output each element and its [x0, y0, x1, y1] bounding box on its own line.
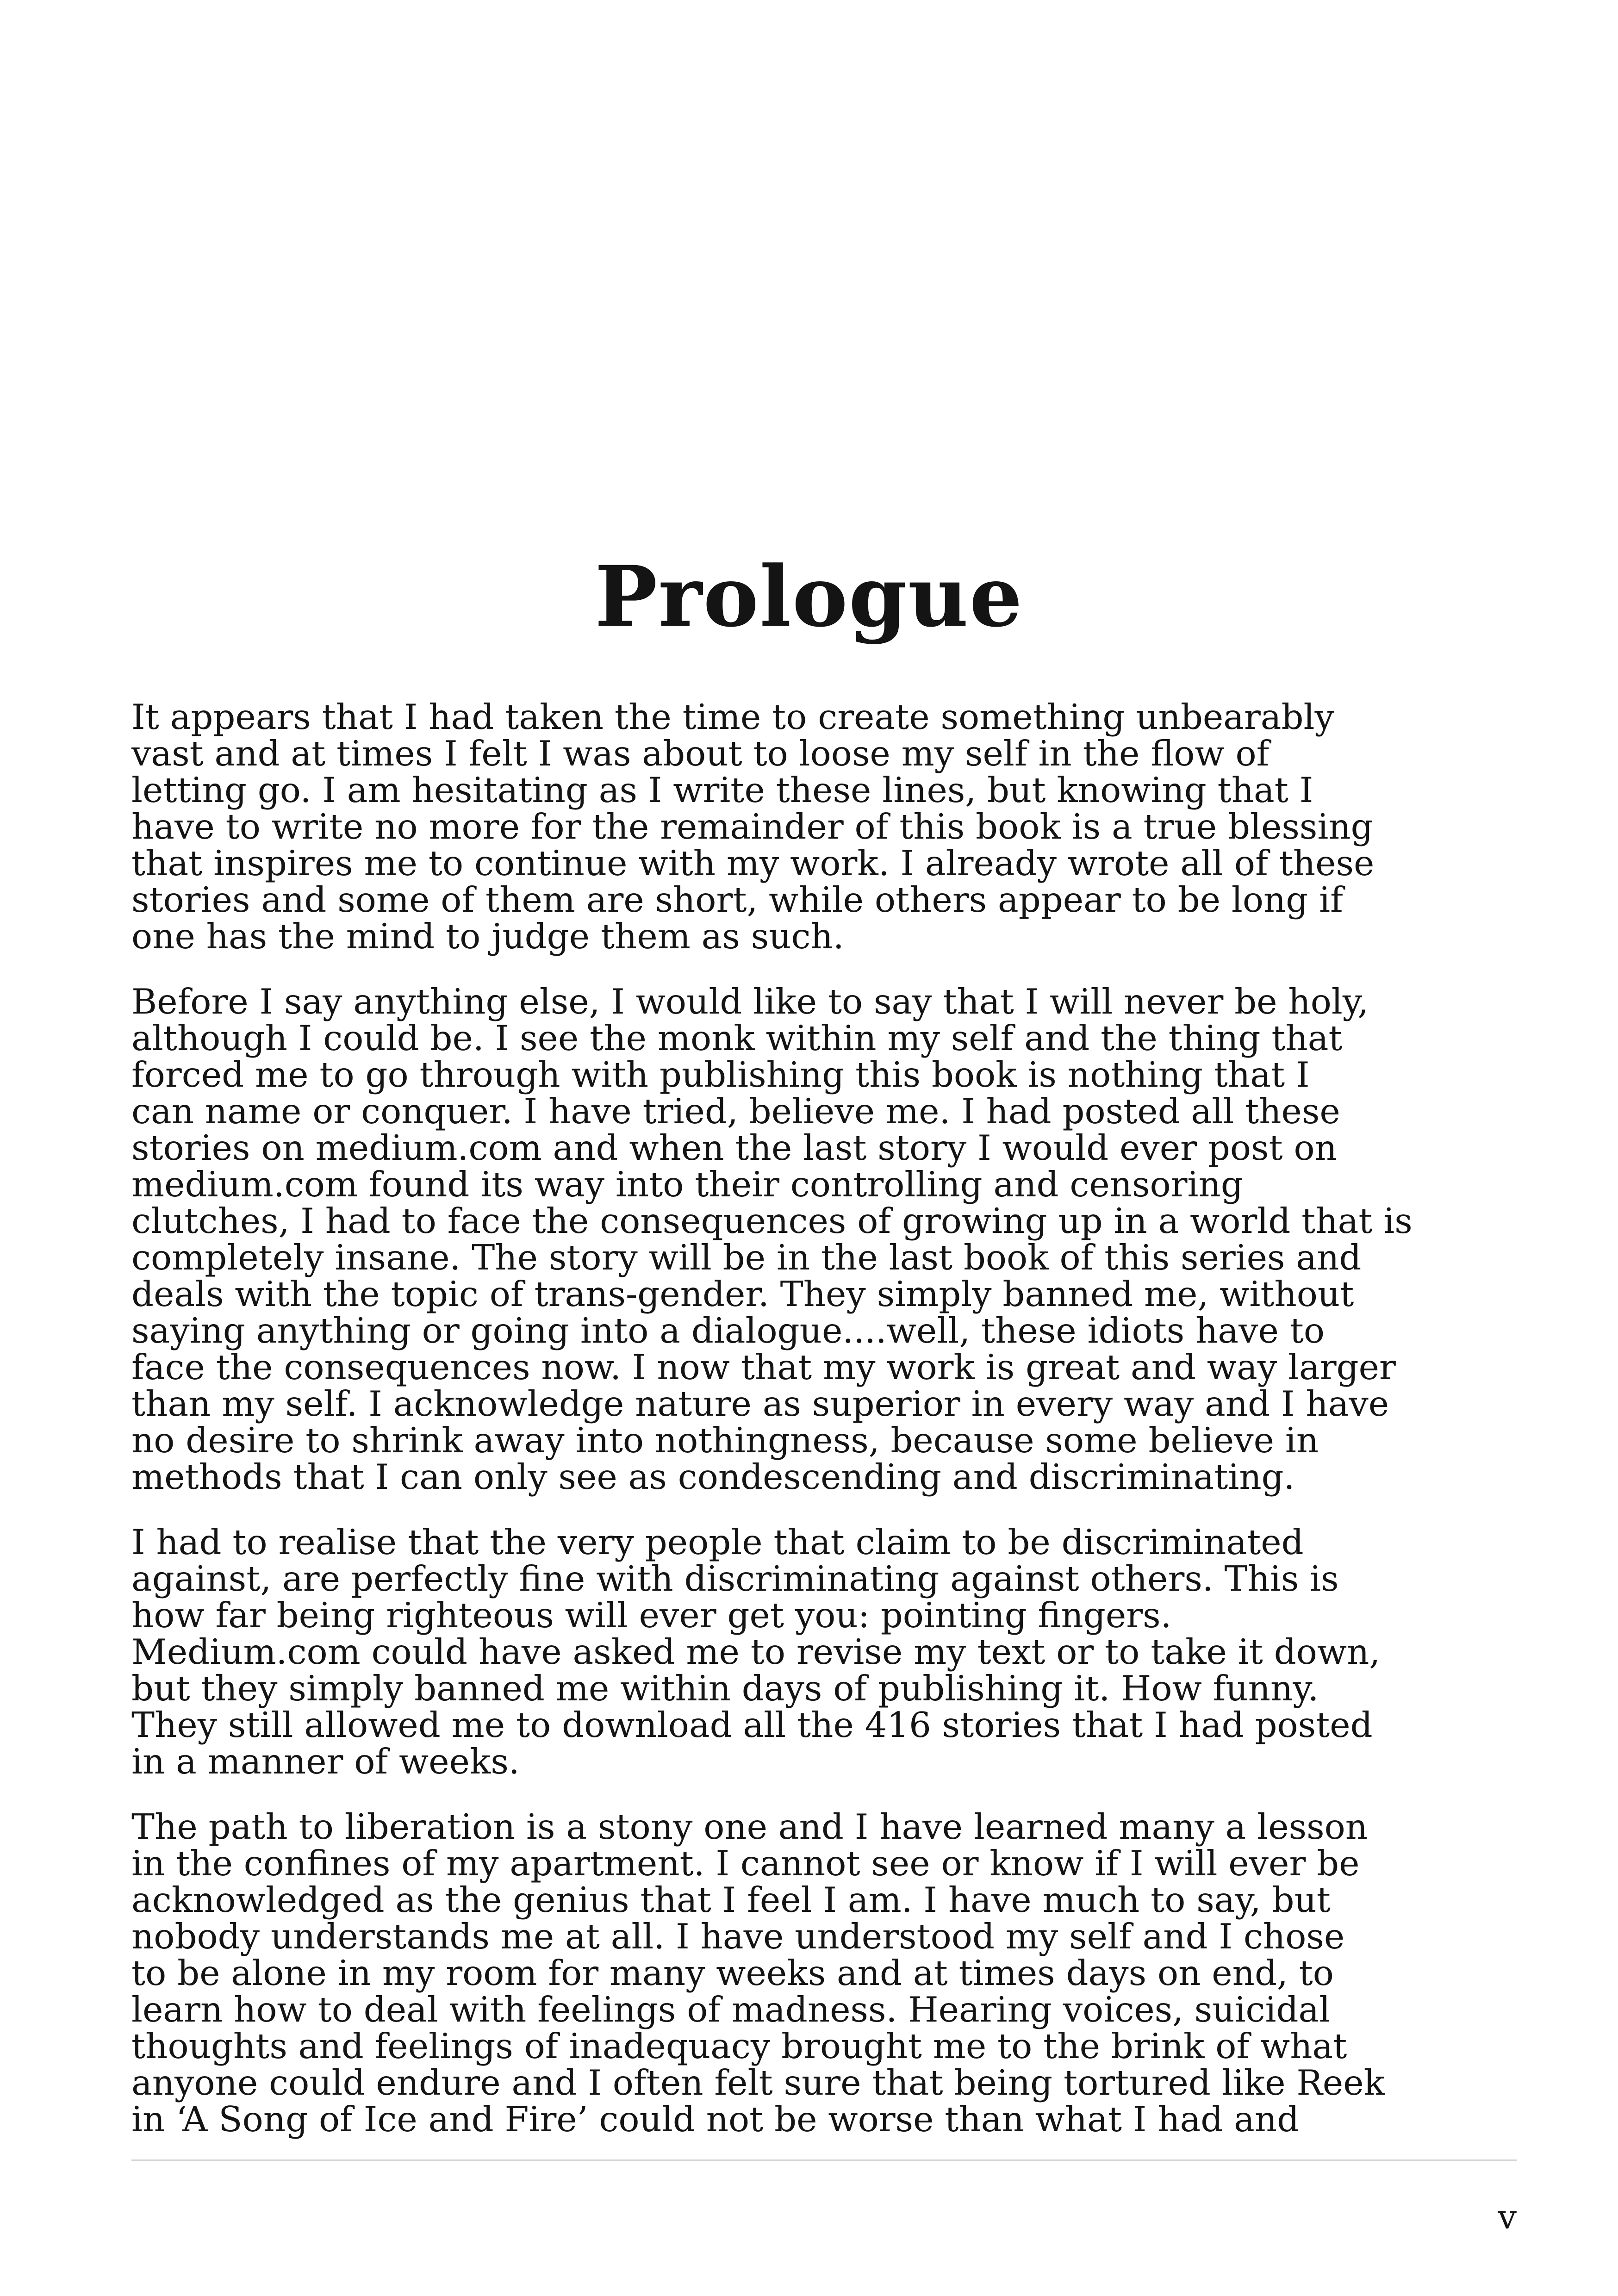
paragraph-1: It appears that I had taken the time to create something unbearably vast and at times I felt I was about to loose my self in the flow of letting go. I am hesitating as I write these lines, but knowing that I have to write no more for the remainder of this book is a true blessing that inspires me to continue with my work. I already wrote all of these stories and some of them are short, while others appear to be long if one has the mind to judge them as such.: [131, 697, 1375, 957]
paragraph-2: Before I say anything else, I would like to say that I will never be holy, although I could be. I see the monk within my self and the thing that forced me to go through with publishing this book is nothing that I can name or conquer. I have tried, believe me. I had posted all these stories on medium.com and when the last story I would ever post on medium.com found its way into their controlling and censoring clutches, I had to face the consequences of growing up in a world that is completely insane. The story will be in the last book of this series and deals with the topic of trans-gender. They simply banned me, without saying anything or going into a dialogue....well, these idiots have to face the consequences now. I now that my work is great and way larger than my self. I acknowledge nature as superior in every way and I have no desire to shrink away into nothingness, because some believe in methods that I can only see as condescending and discriminating.: [131, 981, 1413, 1497]
paragraph-3: I had to realise that the very people that claim to be discriminated against, are perfectly fine with discriminating against others. This is how far being righteous will ever get you: pointing fingers. Medium.com could have asked me to revise my text or to take it down, but they simply banned me within days of publishing it. How funny. They still allowed me to download all the 416 stories that I had posted in a manner of weeks.: [131, 1522, 1381, 1782]
paragraph-4: The path to liberation is a stony one and I have learned many a lesson in the confines of my apartment. I cannot see or know if I will ever be acknowledged as the genius that I feel I am. I have much to say, but nobody understands me at all. I have understood my self and I chose to be alone in my room for many weeks and at times days on end, to learn how to deal with feelings of madness. Hearing voices, suicidal thoughts and feelings of inadequacy brought me to the brink of what anyone could endure and I often felt sure that being tortured like Reek in ‘A Song of Ice and Fire’ could not be worse than what I had and: [131, 1806, 1385, 2140]
footer-divider: [131, 2159, 1517, 2161]
chapter-title: Prologue: [595, 548, 1023, 646]
body-text: [131, 699, 1520, 2166]
page-number: v: [1498, 2197, 1517, 2236]
